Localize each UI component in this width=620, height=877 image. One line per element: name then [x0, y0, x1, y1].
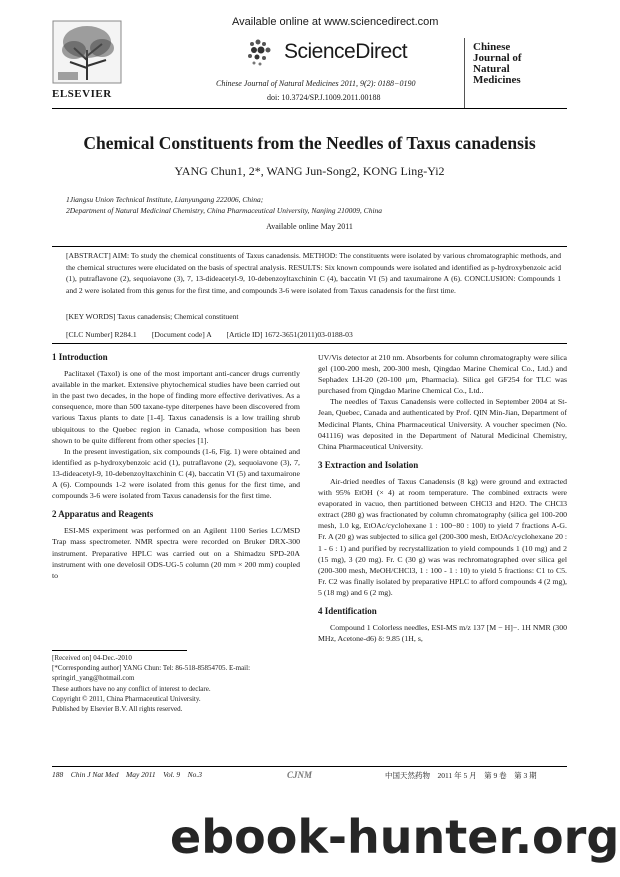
- column-right: [318, 352, 567, 644]
- abstract-text: [ABSTRACT] AIM: To study the chemical constituents of Taxus canadensis. METHOD: The constituents were isolated by various chromatographic methods, and the chemical structures were elucidated on the basis of spectral analysis. RESULTS: Six known compounds were isolated and identified as p-hydroxybenzoic acid (1), putraflavone (2), sequoiavone (3), 7, 13-dideacetyl-9, 10-debenzoyltaxchinin C (4), baccatin VI (5) and taxumairone A (6). CONCLUSION: Compounds 1 and 2 were isolated from this genus for the first time, and compounds 3-6 were isolated from Taxus canadensis for the first time.: [66, 251, 561, 295]
- journal-name-line: Chinese: [473, 41, 511, 53]
- footnote-divider: [52, 650, 187, 651]
- received-date: [Received on] 04-Dec.-2010: [52, 654, 132, 662]
- cjnm-logo: CJNM: [287, 770, 313, 780]
- intro-paragraph: In the present investigation, six compounds (1-6, Fig. 1) were obtained and identified as p-hydroxybenzoic acid (1), putraflavone (2), sequoiavone (3), 7, 13-dideacetyl-9, 10-debenzoyltaxchinin C (4), baccatin VI (5) and taxumairone A (6). Compounds 1-2 were isolated from this genus for the first time, and compounds 3-6 were isolated from Taxus canadensis for the first time.: [52, 446, 300, 501]
- article-title: Chemical Constituents from the Needles of Taxus canadensis: [83, 133, 536, 153]
- doi: doi: 10.3724/SP.J.1009.2011.00188: [267, 93, 381, 102]
- elsevier-tree-logo: [52, 20, 122, 84]
- abstract-top-divider: [52, 246, 567, 247]
- available-online-text: Available online at www.sciencedirect.com: [232, 16, 439, 28]
- clc-line: [CLC Number] R284.1 [Document code] A [Article ID] 1672-3651(2011)03-0188-03: [66, 330, 353, 339]
- affiliation-1: 1Jiangsu Union Technical Institute, Lianyungang 222006, China;: [66, 195, 264, 204]
- identification-paragraph: Compound 1 Colorless needles, ESI-MS m/z 137 [M − H]−. 1H NMR (300 MHz, Acetone-d6) δ: 9.85 (1H, s,: [318, 623, 567, 644]
- plant-material-paragraph: The needles of Taxus Canadensis were collected in September 2004 at St-Jean, Quebec, Canada and authenticated by Prof. QIN Min-Jian, Department of Medicinal Plants, China Pharmaceutical University. A voucher specimen (No. 041116) was deposited in the Department of Natural Medicinal Chemistry, China Pharmaceutical University.: [318, 397, 567, 451]
- column-left: [52, 352, 300, 581]
- online-date: Available online May 2011: [266, 222, 353, 231]
- footnotes: [52, 653, 302, 714]
- footer-citation: 188 Chin J Nat Med May 2011 Vol. 9 No.3: [52, 770, 203, 779]
- article-authors: YANG Chun1, 2*, WANG Jun-Song2, KONG Ling-Yi2: [174, 164, 445, 178]
- watermark: ebook-hunter.org: [170, 810, 620, 864]
- header-divider: [52, 108, 567, 109]
- intro-paragraph: Paclitaxel (Taxol) is one of the most important anti-cancer drugs currently available in the market. Extensive phytochemical studies have been carried out in the past two decades, in the hope of finding more effective derivatives. As a consequence, more than 500 taxane-type diterpenes have been discovered from various Taxus plants to date [1-4]. Taxus canadensis is a low trailing shrub ubiquitous to the Quebec region in Canada, whose composition has been shown to be quite different from other species [1].: [52, 369, 300, 445]
- journal-citation: Chinese Journal of Natural Medicines 2011, 9(2): 0188−0190: [216, 79, 416, 88]
- footer-divider: [52, 766, 567, 767]
- copyright: Copyright © 2011, China Pharmaceutical University.: [52, 694, 201, 703]
- published-by: Published by Elsevier B.V. All rights reserved.: [52, 705, 183, 714]
- affiliation-2: 2Department of Natural Medicinal Chemistry, China Pharmaceutical University, Nanjing 210009, China: [66, 206, 383, 215]
- journal-name-line: Natural: [473, 63, 510, 75]
- corresponding-author: [*Corresponding author] YANG Chun: Tel: 86-518-85854705. E-mail: springirl_yang@hotmail.com: [52, 664, 251, 683]
- extraction-paragraph: Air-dried needles of Taxus Canadensis (8 kg) were ground and extracted with 95% EtOH (× 4) at room temperature. The combined extracts were evaporated in vacuo, then partitioned between CHCl3 and H2O. The CHCl3 extract (280 g) was fractionated by column chromatography (silica gel 100-200 mesh, 1.0 kg, EtOAc/cyclohexane 1 : 100−80 : 100) to yield 7 fractions A-G. Fr. A (20 g) was subjected to silica gel (200-300 mesh, EtOAc/cyclohexane 20 : 1 - 6 : 1) and purified by recrystallization to yield compounds 1 (10 mg) and 2 (15 mg), 3 (20 mg). Fr. C (30 g) was was rechromatographed over silica gel (200-300 mesh, MeOH/CHCl3, 1 : 100 - 1 : 10) to yield 5 fractions: C1 to C5. Fr. C2 was finally isolated by preparative HPLC to afford compounds 4 (2 mg), 5 (18 mg) and 6 (2 mg).: [318, 476, 567, 597]
- journal-name: [473, 42, 563, 86]
- section-heading-identification: 4 Identification: [318, 605, 377, 616]
- journal-name-line: Medicines: [473, 74, 521, 86]
- keywords: [KEY WORDS] Taxus canadensis; Chemical constituent: [66, 312, 239, 321]
- publisher-name: ELSEVIER: [52, 88, 112, 100]
- section-heading-introduction: 1 Introduction: [52, 352, 108, 362]
- apparatus-paragraph: UV/Vis detector at 210 nm. Absorbents for column chromatography were silica gel (100-200 mesh, 200-300 mesh, Qingdao Marine Chemical Co., Ltd.) and Sephadex LH-20 (20-100 μm, Pharmacia). Silica gel GF254 for TLC was purchased from Qingdao Marine Chemical Co., Ltd..: [318, 353, 567, 396]
- footer-citation-chinese: 中国天然药物 2011 年 5 月 第 9 卷 第 3 期: [385, 771, 537, 780]
- journal-name-line: Journal of: [473, 52, 522, 64]
- apparatus-paragraph: ESI-MS experiment was performed on an Agilent 1100 Series LC/MSD Trap mass spectrometer. NMR spectra were recorded on Bruker DRX-300 instrument. Preparative HPLC was carried out on a Shimadzu SPD-20A instrument with one develosil ODS-UG-5 column (20 mm × 200 mm) coupled to: [52, 526, 300, 580]
- abstract-bottom-divider: [52, 343, 567, 344]
- conflict-statement: These authors have no any conflict of interest to declare.: [52, 684, 211, 693]
- sciencedirect-brand: ScienceDirect: [284, 40, 408, 63]
- section-heading-apparatus: 2 Apparatus and Reagents: [52, 509, 154, 520]
- section-heading-extraction: 3 Extraction and Isolation: [318, 459, 419, 470]
- sciencedirect-dots-icon: [244, 38, 282, 68]
